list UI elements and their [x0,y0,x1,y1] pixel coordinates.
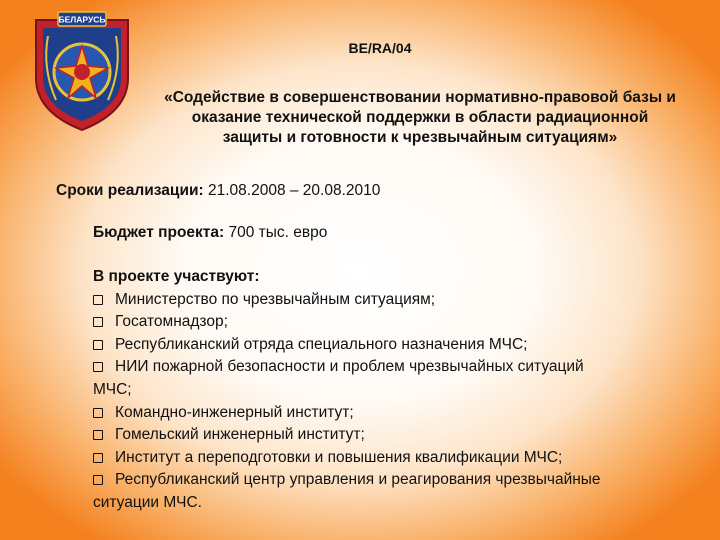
list-item-continuation: МЧС; [93,380,132,398]
checkbox-bullet-icon [93,317,103,327]
list-item: Институт а переподготовки и повышения квалификации МЧС; [93,447,703,470]
budget-line [93,224,327,242]
budget-value: 700 тыс. евро [224,224,328,241]
checkbox-bullet-icon [93,453,103,463]
project-title: «Содействие в совершенствовании нормативно-правовой базы и оказание технической поддержки в области радиационной защиты и готовности к чрезвычайным ситуациям» [164,89,676,146]
list-item: Республиканский центр управления и реагирования чрезвычайные [93,469,703,492]
checkbox-bullet-icon [93,362,103,372]
checkbox-bullet-icon [93,295,103,305]
budget-label: Бюджет проекта: [93,224,225,241]
list-item: Гомельский инженерный институт; [93,424,703,447]
project-code: BE/RA/04 [348,40,412,56]
emblem-label: БЕЛАРУСЬ [58,14,106,25]
checkbox-bullet-icon [93,430,103,440]
list-item: Республиканский отряда специального назначения МЧС; [93,334,703,357]
period-line [56,182,380,200]
list-item: Министерство по чрезвычайным ситуациям; [93,289,703,312]
period-label: Сроки реализации: [56,182,204,199]
list-item: Госатомнадзор; [93,311,703,334]
participants-list [93,266,703,515]
checkbox-bullet-icon [93,340,103,350]
checkbox-bullet-icon [93,475,103,485]
list-item-continuation: ситуации МЧС. [93,493,202,511]
list-item: НИИ пожарной безопасности и проблем чрезвычайных ситуаций [93,356,703,379]
list-item: Командно-инженерный институт; [93,402,703,425]
participants-label: В проекте участвуют: [93,268,260,285]
checkbox-bullet-icon [93,408,103,418]
period-value: 21.08.2008 – 20.08.2010 [203,182,381,199]
emergency-ministry-emblem-icon [28,8,136,132]
